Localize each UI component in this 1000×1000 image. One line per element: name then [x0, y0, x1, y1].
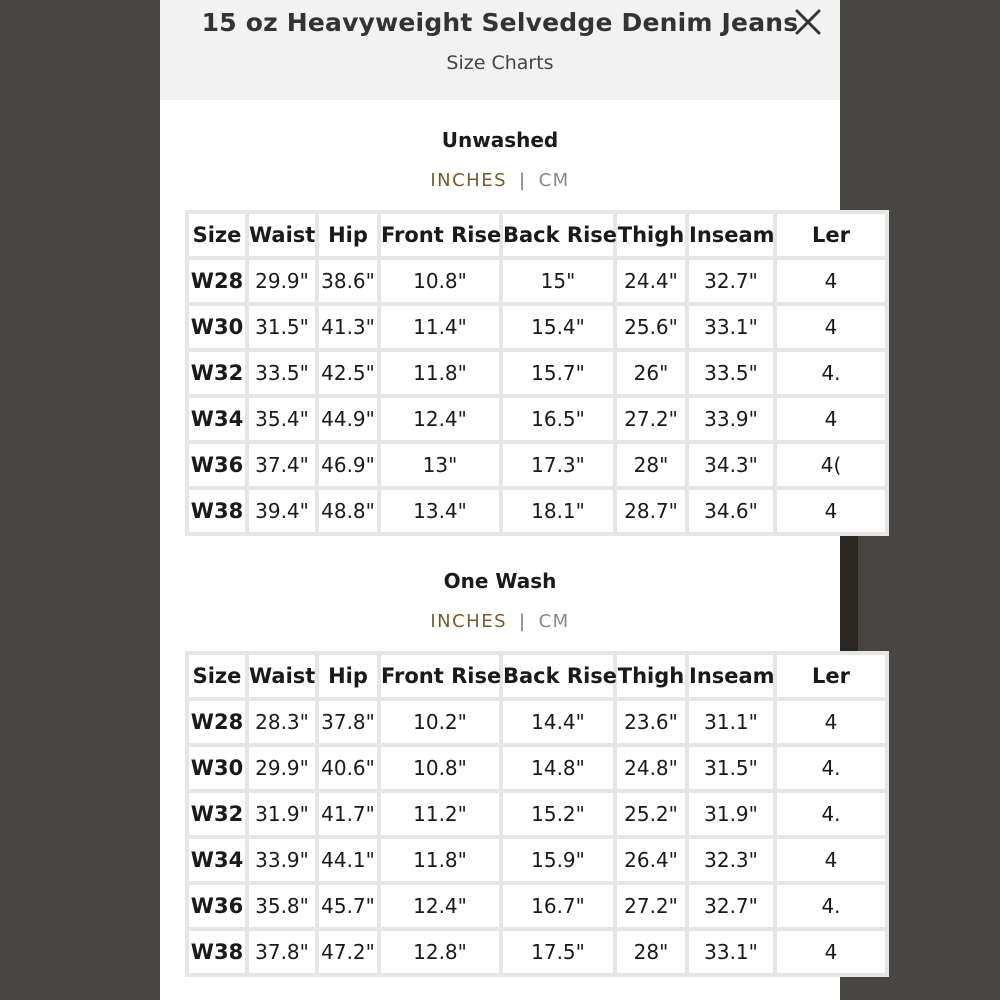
measurement-cell: 31.9"	[689, 793, 773, 835]
measurement-cell: 11.8"	[381, 839, 499, 881]
measurement-cell: 33.1"	[689, 931, 773, 973]
size-label-cell: W36	[189, 885, 245, 927]
measurement-cell: 11.4"	[381, 306, 499, 348]
measurement-cell: 25.2"	[617, 793, 685, 835]
measurement-cell: 48.8"	[319, 490, 377, 532]
unit-inches-tab[interactable]: INCHES	[430, 170, 507, 191]
measurement-cell: 35.4"	[249, 398, 315, 440]
column-header: Back Rise	[503, 655, 613, 697]
measurement-cell: 11.8"	[381, 352, 499, 394]
size-label-cell: W32	[189, 793, 245, 835]
measurement-cell: 27.2"	[617, 398, 685, 440]
size-table-container[interactable]	[185, 651, 850, 977]
measurement-cell: 26"	[617, 352, 685, 394]
column-header: Ler	[777, 655, 885, 697]
measurement-cell: 15.2"	[503, 793, 613, 835]
measurement-cell: 4	[777, 306, 885, 348]
measurement-cell: 4.	[777, 352, 885, 394]
measurement-cell: 29.9"	[249, 260, 315, 302]
measurement-cell: 11.2"	[381, 793, 499, 835]
column-header: Hip	[319, 655, 377, 697]
measurement-cell: 27.2"	[617, 885, 685, 927]
size-label-cell: W28	[189, 260, 245, 302]
column-header: Front Rise	[381, 214, 499, 256]
table-row	[189, 444, 885, 486]
table-header-row	[189, 214, 885, 256]
close-icon	[790, 4, 826, 40]
measurement-cell: 44.1"	[319, 839, 377, 881]
size-table	[185, 210, 889, 536]
measurement-cell: 31.5"	[689, 747, 773, 789]
size-label-cell: W32	[189, 352, 245, 394]
measurement-cell: 17.5"	[503, 931, 613, 973]
measurement-cell: 15"	[503, 260, 613, 302]
table-row	[189, 490, 885, 532]
measurement-cell: 4	[777, 839, 885, 881]
measurement-cell: 42.5"	[319, 352, 377, 394]
measurement-cell: 17.3"	[503, 444, 613, 486]
table-row	[189, 747, 885, 789]
measurement-cell: 25.6"	[617, 306, 685, 348]
measurement-cell: 37.8"	[319, 701, 377, 743]
measurement-cell: 23.6"	[617, 701, 685, 743]
measurement-cell: 40.6"	[319, 747, 377, 789]
measurement-cell: 37.4"	[249, 444, 315, 486]
size-table-container[interactable]	[185, 210, 850, 536]
measurement-cell: 16.7"	[503, 885, 613, 927]
measurement-cell: 12.4"	[381, 885, 499, 927]
table-row	[189, 793, 885, 835]
unit-inches-tab[interactable]: INCHES	[430, 611, 507, 632]
measurement-cell: 47.2"	[319, 931, 377, 973]
measurement-cell: 15.9"	[503, 839, 613, 881]
measurement-cell: 4	[777, 260, 885, 302]
page-backdrop-left[interactable]	[0, 0, 160, 1000]
measurement-cell: 15.4"	[503, 306, 613, 348]
column-header: Waist	[249, 214, 315, 256]
measurement-cell: 4.	[777, 793, 885, 835]
modal-header	[160, 0, 840, 100]
modal-subtitle: Size Charts	[446, 52, 554, 74]
unit-toggle	[160, 170, 840, 191]
table-row	[189, 352, 885, 394]
section-heading: One Wash	[443, 569, 557, 593]
measurement-cell: 12.4"	[381, 398, 499, 440]
measurement-cell: 32.7"	[689, 885, 773, 927]
table-row	[189, 701, 885, 743]
measurement-cell: 33.9"	[249, 839, 315, 881]
table-row	[189, 398, 885, 440]
measurement-cell: 31.5"	[249, 306, 315, 348]
measurement-cell: 16.5"	[503, 398, 613, 440]
size-label-cell: W30	[189, 747, 245, 789]
measurement-cell: 28"	[617, 931, 685, 973]
table-row	[189, 839, 885, 881]
measurement-cell: 10.8"	[381, 260, 499, 302]
column-header: Hip	[319, 214, 377, 256]
size-label-cell: W34	[189, 398, 245, 440]
table-row	[189, 931, 885, 973]
section-heading: Unwashed	[441, 128, 559, 152]
measurement-cell: 4.	[777, 885, 885, 927]
measurement-cell: 10.2"	[381, 701, 499, 743]
measurement-cell: 35.8"	[249, 885, 315, 927]
unit-toggle	[160, 611, 840, 632]
modal-title: 15 oz Heavyweight Selvedge Denim Jeans	[201, 8, 799, 37]
measurement-cell: 4(	[777, 444, 885, 486]
size-label-cell: W38	[189, 931, 245, 973]
column-header: Back Rise	[503, 214, 613, 256]
size-label-cell: W38	[189, 490, 245, 532]
table-header-row	[189, 655, 885, 697]
measurement-cell: 41.7"	[319, 793, 377, 835]
measurement-cell: 33.9"	[689, 398, 773, 440]
measurement-cell: 28"	[617, 444, 685, 486]
measurement-cell: 26.4"	[617, 839, 685, 881]
measurement-cell: 12.8"	[381, 931, 499, 973]
table-row	[189, 260, 885, 302]
measurement-cell: 32.3"	[689, 839, 773, 881]
column-header: Inseam	[689, 655, 773, 697]
measurement-cell: 29.9"	[249, 747, 315, 789]
unit-separator: |	[519, 611, 527, 632]
measurement-cell: 44.9"	[319, 398, 377, 440]
measurement-cell: 45.7"	[319, 885, 377, 927]
column-header: Size	[189, 655, 245, 697]
unit-separator: |	[519, 170, 527, 191]
measurement-cell: 32.7"	[689, 260, 773, 302]
table-row	[189, 306, 885, 348]
measurement-cell: 18.1"	[503, 490, 613, 532]
size-label-cell: W30	[189, 306, 245, 348]
measurement-cell: 15.7"	[503, 352, 613, 394]
measurement-cell: 24.4"	[617, 260, 685, 302]
measurement-cell: 33.1"	[689, 306, 773, 348]
measurement-cell: 4	[777, 701, 885, 743]
close-button[interactable]	[790, 4, 826, 40]
measurement-cell: 24.8"	[617, 747, 685, 789]
measurement-cell: 34.6"	[689, 490, 773, 532]
column-header: Inseam	[689, 214, 773, 256]
column-header: Thigh	[617, 655, 685, 697]
measurement-cell: 37.8"	[249, 931, 315, 973]
measurement-cell: 28.3"	[249, 701, 315, 743]
unit-cm-tab[interactable]: CM	[538, 170, 570, 191]
table-row	[189, 885, 885, 927]
column-header: Size	[189, 214, 245, 256]
column-header: Front Rise	[381, 655, 499, 697]
size-label-cell: W34	[189, 839, 245, 881]
measurement-cell: 13"	[381, 444, 499, 486]
measurement-cell: 14.8"	[503, 747, 613, 789]
measurement-cell: 33.5"	[249, 352, 315, 394]
measurement-cell: 33.5"	[689, 352, 773, 394]
column-header: Thigh	[617, 214, 685, 256]
size-chart-modal	[160, 0, 850, 1000]
measurement-cell: 28.7"	[617, 490, 685, 532]
measurement-cell: 31.1"	[689, 701, 773, 743]
measurement-cell: 13.4"	[381, 490, 499, 532]
measurement-cell: 31.9"	[249, 793, 315, 835]
measurement-cell: 41.3"	[319, 306, 377, 348]
size-table	[185, 651, 889, 977]
measurement-cell: 10.8"	[381, 747, 499, 789]
measurement-cell: 4	[777, 490, 885, 532]
measurement-cell: 4.	[777, 747, 885, 789]
measurement-cell: 4	[777, 398, 885, 440]
measurement-cell: 4	[777, 931, 885, 973]
measurement-cell: 38.6"	[319, 260, 377, 302]
size-label-cell: W36	[189, 444, 245, 486]
measurement-cell: 34.3"	[689, 444, 773, 486]
column-header: Ler	[777, 214, 885, 256]
unit-cm-tab[interactable]: CM	[538, 611, 570, 632]
measurement-cell: 46.9"	[319, 444, 377, 486]
measurement-cell: 14.4"	[503, 701, 613, 743]
size-label-cell: W28	[189, 701, 245, 743]
measurement-cell: 39.4"	[249, 490, 315, 532]
column-header: Waist	[249, 655, 315, 697]
